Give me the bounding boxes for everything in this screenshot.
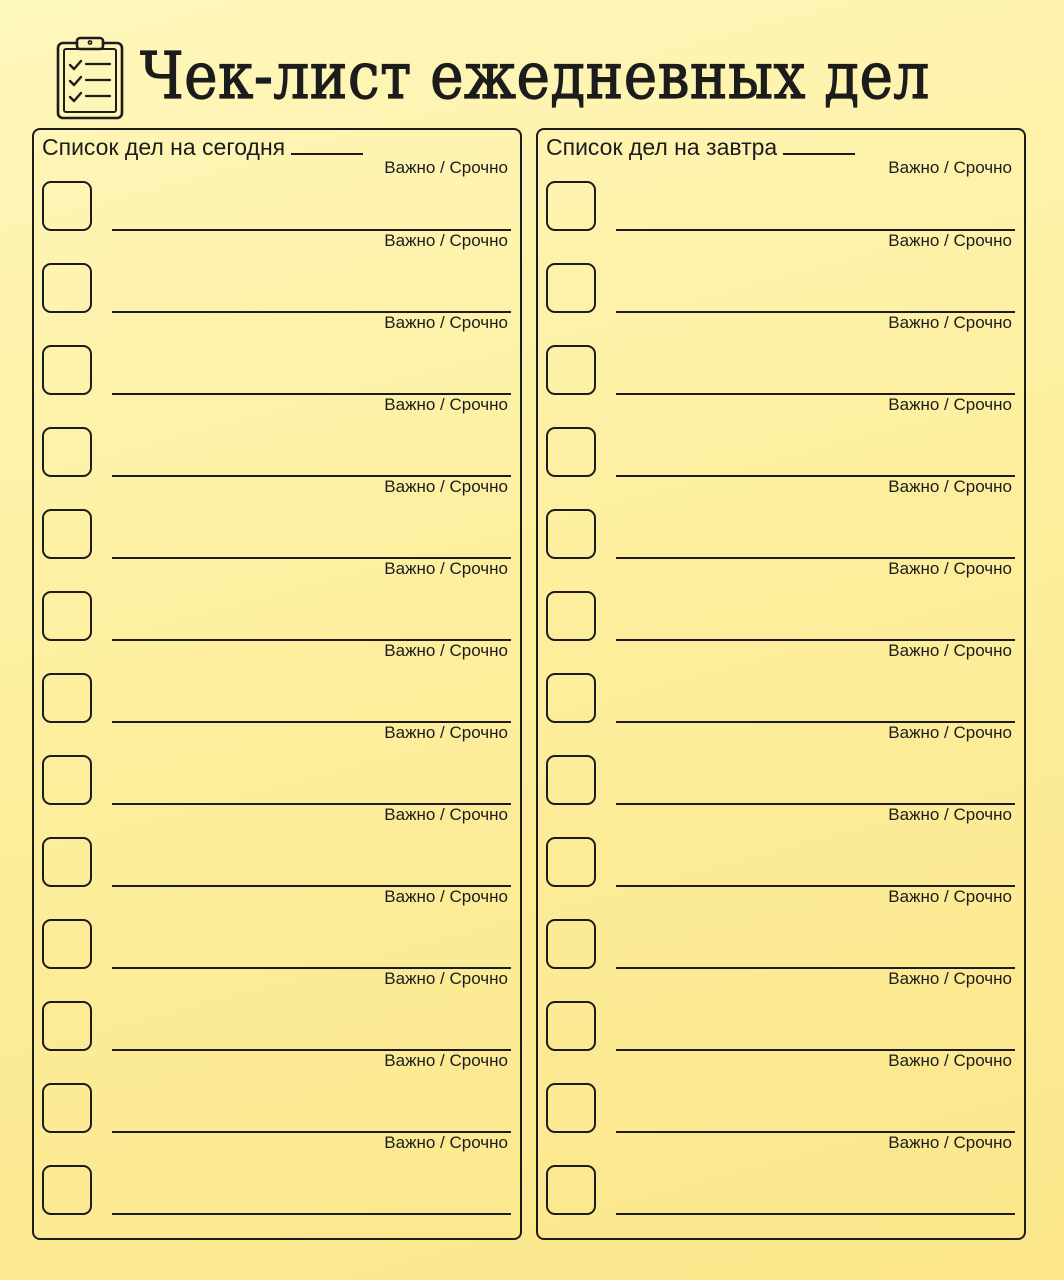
task-checkbox[interactable] [546, 919, 596, 969]
task-row [538, 149, 1024, 231]
task-row [34, 149, 520, 231]
task-checkbox[interactable] [42, 591, 92, 641]
task-checkbox[interactable] [42, 837, 92, 887]
task-checkbox[interactable] [546, 591, 596, 641]
task-checkbox[interactable] [546, 1165, 596, 1215]
task-row [34, 559, 520, 641]
priority-label: Важно / Срочно [384, 805, 508, 824]
task-row [34, 395, 520, 477]
priority-label: Важно / Срочно [888, 969, 1012, 988]
priority-label: Важно / Срочно [384, 1133, 508, 1152]
task-row [538, 1051, 1024, 1133]
task-checkbox[interactable] [42, 181, 92, 231]
priority-label: Важно / Срочно [384, 887, 508, 906]
task-checkbox[interactable] [42, 509, 92, 559]
task-row [34, 641, 520, 723]
task-row [538, 395, 1024, 477]
task-text-line[interactable] [112, 1213, 511, 1215]
task-checkbox[interactable] [42, 263, 92, 313]
priority-label: Важно / Срочно [888, 395, 1012, 414]
task-checkbox[interactable] [546, 427, 596, 477]
panel-heading-text: Список дел на сегодня [42, 134, 286, 160]
task-checkbox[interactable] [42, 673, 92, 723]
task-row [538, 969, 1024, 1051]
task-row [538, 231, 1024, 313]
task-row [34, 723, 520, 805]
priority-label: Важно / Срочно [384, 1051, 508, 1070]
task-checkbox[interactable] [42, 345, 92, 395]
priority-label: Важно / Срочно [888, 723, 1012, 742]
priority-label: Важно / Срочно [888, 887, 1012, 906]
task-checkbox[interactable] [42, 755, 92, 805]
priority-label: Важно / Срочно [384, 313, 508, 332]
task-row [34, 1051, 520, 1133]
task-row [538, 1133, 1024, 1215]
priority-label: Важно / Срочно [888, 1051, 1012, 1070]
priority-label: Важно / Срочно [384, 231, 508, 250]
task-checkbox[interactable] [546, 345, 596, 395]
priority-label: Важно / Срочно [384, 969, 508, 988]
page-title: Чек-лист ежедневных дел [140, 39, 930, 114]
priority-label: Важно / Срочно [888, 805, 1012, 824]
today-list-panel [32, 128, 522, 1240]
task-row [34, 805, 520, 887]
task-row [538, 477, 1024, 559]
priority-label: Важно / Срочно [888, 158, 1012, 177]
priority-label: Важно / Срочно [888, 1133, 1012, 1152]
task-checkbox[interactable] [42, 1083, 92, 1133]
task-row [34, 1133, 520, 1215]
task-checkbox[interactable] [546, 673, 596, 723]
clipboard-checklist-icon [56, 36, 124, 120]
task-checkbox[interactable] [546, 263, 596, 313]
task-row [538, 313, 1024, 395]
task-row [34, 969, 520, 1051]
tomorrow-list-panel [536, 128, 1026, 1240]
priority-label: Важно / Срочно [384, 158, 508, 177]
task-checkbox[interactable] [546, 509, 596, 559]
task-row [538, 887, 1024, 969]
task-row [538, 723, 1024, 805]
task-row [538, 559, 1024, 641]
task-checkbox[interactable] [546, 837, 596, 887]
priority-label: Важно / Срочно [384, 723, 508, 742]
task-row [34, 231, 520, 313]
task-row [538, 641, 1024, 723]
task-row [34, 313, 520, 395]
priority-label: Важно / Срочно [384, 559, 508, 578]
priority-label: Важно / Срочно [888, 231, 1012, 250]
task-list [538, 149, 1024, 1215]
task-checkbox[interactable] [42, 427, 92, 477]
task-row [538, 805, 1024, 887]
priority-label: Важно / Срочно [888, 559, 1012, 578]
priority-label: Важно / Срочно [888, 641, 1012, 660]
task-checkbox[interactable] [546, 181, 596, 231]
priority-label: Важно / Срочно [384, 477, 508, 496]
priority-label: Важно / Срочно [888, 477, 1012, 496]
priority-label: Важно / Срочно [384, 395, 508, 414]
task-checkbox[interactable] [546, 755, 596, 805]
task-checkbox[interactable] [42, 919, 92, 969]
task-row [34, 477, 520, 559]
task-checkbox[interactable] [546, 1083, 596, 1133]
task-row [34, 887, 520, 969]
panel-heading-text: Список дел на завтра [546, 134, 778, 160]
task-checkbox[interactable] [42, 1165, 92, 1215]
task-checkbox[interactable] [546, 1001, 596, 1051]
task-list [34, 149, 520, 1215]
priority-label: Важно / Срочно [888, 313, 1012, 332]
task-text-line[interactable] [616, 1213, 1015, 1215]
task-checkbox[interactable] [42, 1001, 92, 1051]
priority-label: Важно / Срочно [384, 641, 508, 660]
